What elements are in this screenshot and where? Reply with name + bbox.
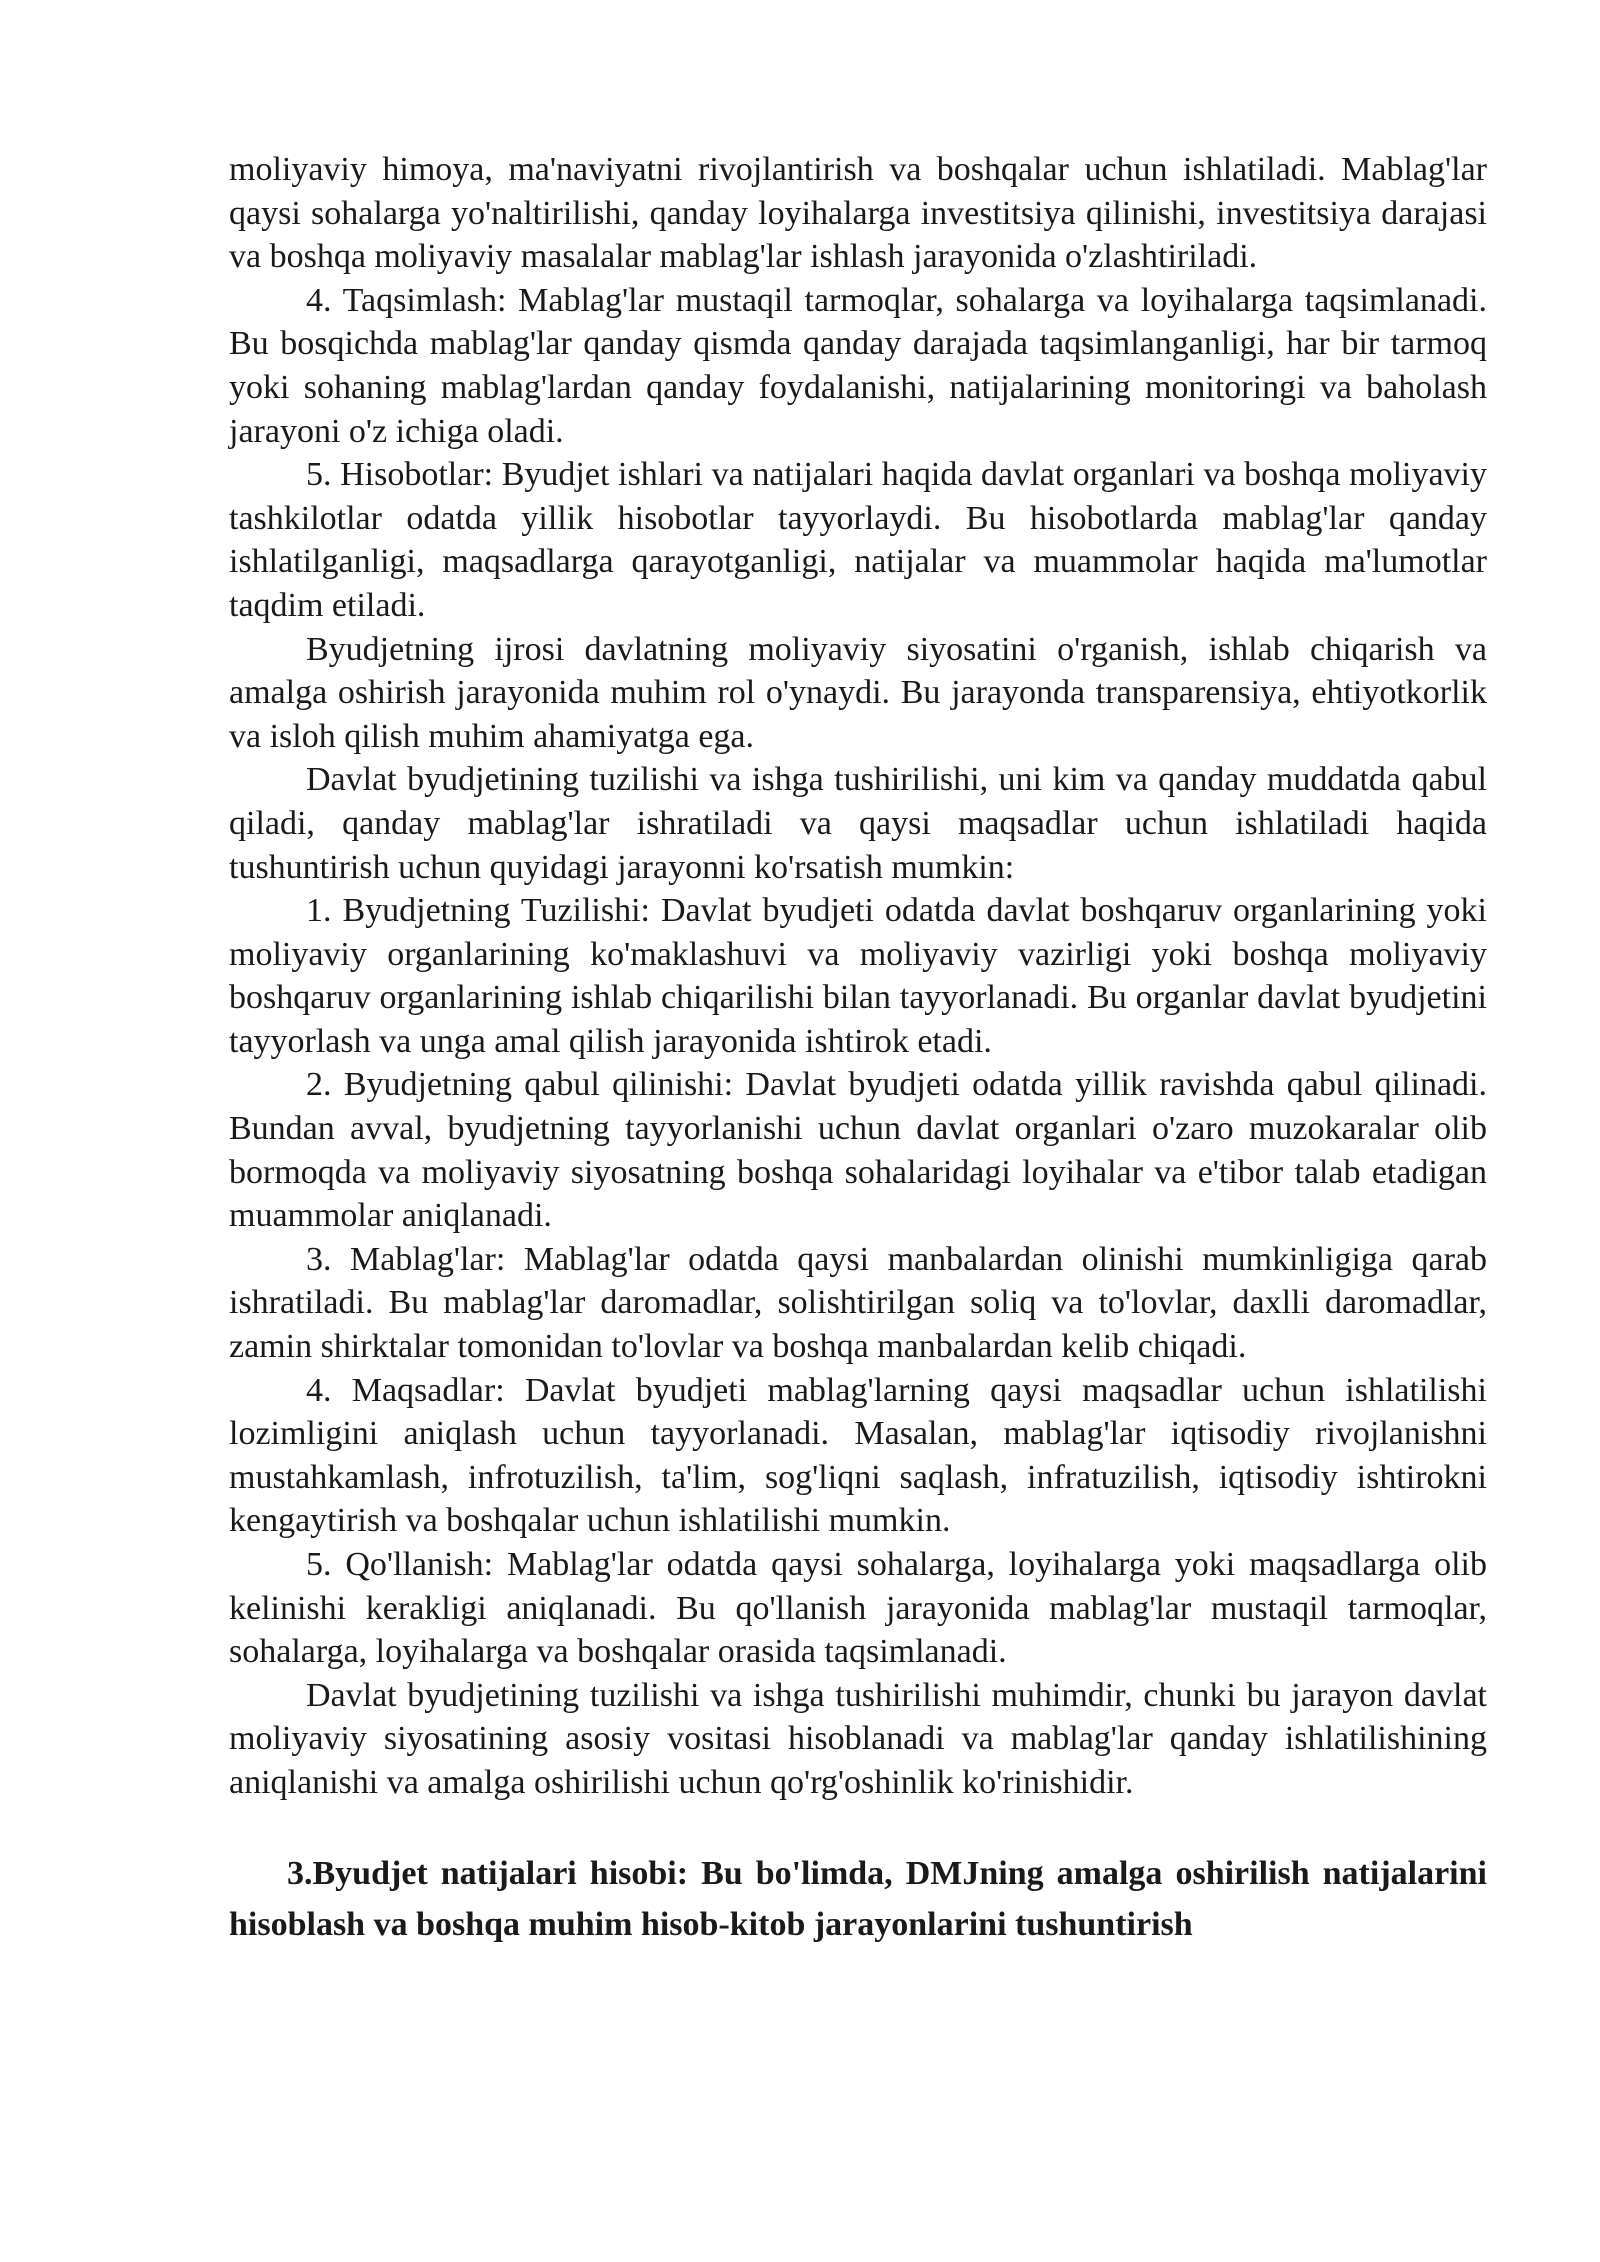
paragraph-davlat-byudjeti-intro: Davlat byudjetining tuzilishi va ishga tushirilishi, uni kim va qanday muddatda qabul qiladi, qanday mablag'lar ishratiladi va qaysi maqsadlar uchun ishlatiladi haqida tushuntirish uchun quyidagi jarayonni ko'rsatish mumkin:: [229, 761, 1487, 886]
paragraph-conclusion: Davlat byudjetining tuzilishi va ishga tushirilishi muhimdir, chunki bu jarayon davlat moliyaviy siyosatining asosiy vositasi hisoblanadi va mablag'lar qanday ishlatilishining aniqlanishi va amalga oshirilishi uchun qo'rg'oshinlik ko'rinishidir.: [229, 1676, 1487, 1801]
paragraph-maqsadlar: 4. Maqsadlar: Davlat byudjeti mablag'larning qaysi maqsadlar uchun ishlatilishi lozimligini aniqlash uchun tayyorlanadi. Masalan, mablag'lar iqtisodiy rivojlanishni mustahkamlash, infrotuzilish, ta'lim, sog'liqni saqlash, infratuzilish, iqtisodiy ishtirokni kengaytirish va boshqalar uchun ishlatilishi mumkin.: [229, 1371, 1487, 1540]
paragraph-continuation: moliyaviy himoya, ma'naviyatni rivojlantirish va boshqalar uchun ishlatiladi. Mablag'lar qaysi sohalarga yo'naltirilishi, qanday loyihalarga investitsiya qilinishi, investitsiya darajasi va boshqa moliyaviy masalalar mablag'lar ishlash jarayonida o'zlashtiriladi.: [229, 151, 1487, 276]
paragraph-byudjet-ijrosi: Byudjetning ijrosi davlatning moliyaviy siyosatini o'rganish, ishlab chiqarish va amalga oshirish jarayonida muhim rol o'ynaydi. Bu jarayonda transparensiya, ehtiyotkorlik va isloh qilish muhim ahamiyatga ega.: [229, 630, 1487, 755]
paragraph-tuzilishi: 1. Byudjetning Tuzilishi: Davlat byudjeti odatda davlat boshqaruv organlarining yoki moliyaviy organlarining ko'maklashuvi va moliyaviy vazirligi yoki boshqa moliyaviy boshqaruv organlarining ishlab chiqarilishi bilan tayyorlanadi. Bu organlar davlat byudjetini tayyorlash va unga amal qilish jarayonida ishtirok etadi.: [229, 892, 1487, 1060]
document-page: [229, 148, 1487, 1950]
paragraph-qollanish: 5. Qo'llanish: Mablag'lar odatda qaysi sohalarga, loyihalarga yoki maqsadlarga olib kelinishi kerakligi aniqlanadi. Bu qo'llanish jarayonida mablag'lar mustaqil tarmoqlar, sohalarga, loyihalarga va boshqalar orasida taqsimlanadi.: [229, 1546, 1487, 1671]
section-heading: 3.Byudjet natijalari hisobi: Bu bo'limda, DMJning amalga oshirilish natijalarini hisoblash va boshqa muhim hisob-kitob jarayonlarini tushuntirish: [229, 1854, 1487, 1943]
paragraph-taqsimlash: 4. Taqsimlash: Mablag'lar mustaqil tarmoqlar, sohalarga va loyihalarga taqsimlanadi. Bu bosqichda mablag'lar qanday qismda qanday darajada taqsimlanganligi, har bir tarmoq yoki sohaning mablag'lardan qanday foydalanishi, natijalarining monitoringi va baholash jarayoni o'z ichiga oladi.: [229, 281, 1487, 450]
paragraph-qabul-qilinishi: 2. Byudjetning qabul qilinishi: Davlat byudjeti odatda yillik ravishda qabul qilinadi. Bundan avval, byudjetning tayyorlanishi uchun davlat organlari o'zaro muzokaralar olib bormoqda va moliyaviy siyosatning boshqa sohalaridagi loyihalar va e'tibor talab etadigan muammolar aniqlanadi.: [229, 1066, 1487, 1235]
paragraph-hisobotlar: 5. Hisobotlar: Byudjet ishlari va natijalari haqida davlat organlari va boshqa moliyaviy tashkilotlar odatda yillik hisobotlar tayyorlaydi. Bu hisobotlarda mablag'lar qanday ishlatilganligi, maqsadlarga qarayotganligi, natijalar va muammolar haqida ma'lumotlar taqdim etiladi.: [229, 456, 1487, 624]
paragraph-mablaglar: 3. Mablag'lar: Mablag'lar odatda qaysi manbalardan olinishi mumkinligiga qarab ishratiladi. Bu mablag'lar daromadlar, solishtirilgan soliq va to'lovlar, daxlli daromadlar, zamin shirktalar tomonidan to'lovlar va boshqa manbalardan kelib chiqadi.: [229, 1240, 1487, 1366]
